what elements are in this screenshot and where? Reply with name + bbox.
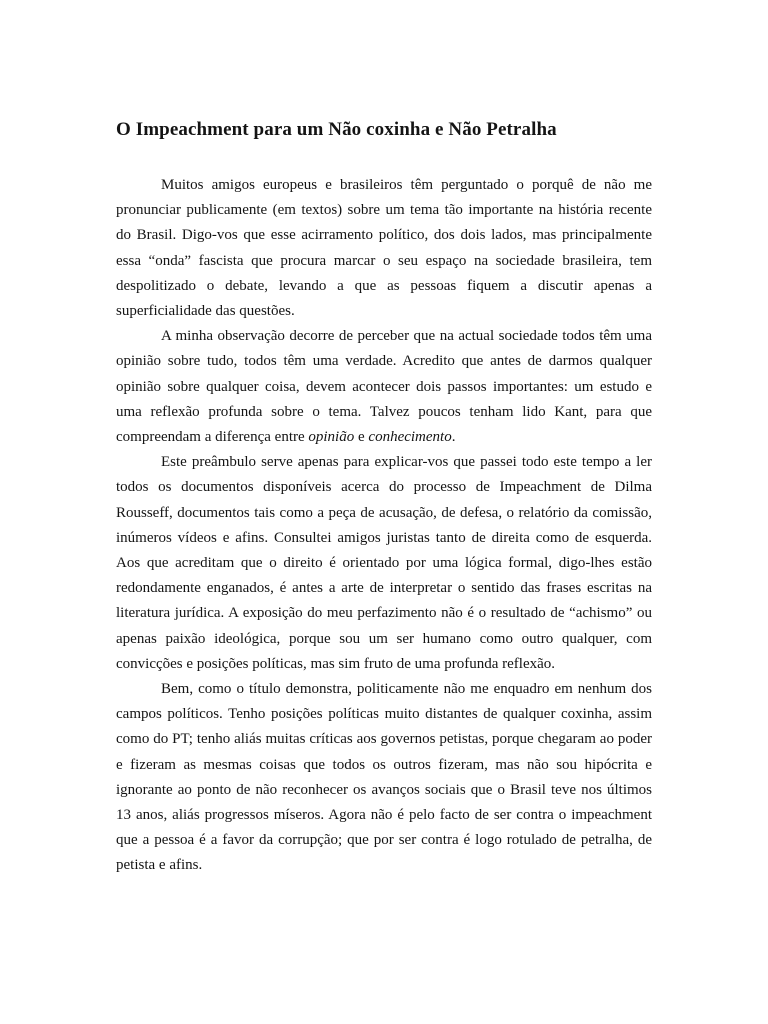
paragraph-text: Este preâmbulo serve apenas para explicar-vos que passei todo este tempo a ler todos os documentos disponíveis acerca do processo de Impeachment de Dilma Rousseff, documentos tais como a peça de acusação, de defesa, o relatório da comissão, inúmeros vídeos e afins. Consultei amigos juristas tanto de direita como de esquerda. Aos que acreditam que o direito é orientado por uma lógica formal, digo-lhes estão redondamente enganados, é antes a arte de interpretar o sentido das frases escritas na literatura jurídica. A exposição do meu perfazimento não é o resultado de “achismo” ou apenas paixão ideológica, porque sou um ser humano como outro qualquer, com convicções e posições políticas, mas sim fruto de uma profunda reflexão.	[116, 454, 652, 672]
paragraph	[116, 677, 652, 879]
paragraph	[116, 450, 652, 677]
paragraph-text: Muitos amigos europeus e brasileiros têm perguntado o porquê de não me pronunciar publicamente (em textos) sobre um tema tão importante na história recente do Brasil. Digo-vos que esse acirramento político, dos dois lados, mas principalmente essa “onda” fascista que procura marcar o seu espaço na sociedade brasileira, tem despolitizado o debate, levando a que as pessoas fiquem a discutir apenas a superficialidade das questões.	[116, 177, 652, 320]
paragraph	[116, 324, 652, 450]
paragraph	[116, 173, 652, 324]
paragraph-text: e	[354, 429, 369, 446]
document-title: O Impeachment para um Não coxinha e Não Petralha	[116, 119, 557, 140]
paragraph-text: .	[451, 429, 456, 446]
italic-term: conhecimento	[368, 429, 452, 446]
italic-term: opinião	[308, 429, 355, 446]
document-page	[116, 116, 652, 879]
paragraph-text: Bem, como o título demonstra, politicamente não me enquadro em nenhum dos campos políticos. Tenho posições políticas muito distantes de qualquer coxinha, assim como do PT; tenho aliás muitas críticas aos governos petistas, porque chegaram ao poder e fizeram as mesmas coisas que todos os outros fizeram, mas não sou hipócrita e ignorante ao ponto de não reconhecer os avanços sociais que o Brasil teve nos últimos 13 anos, aliás progressos míseros. Agora não é pelo facto de ser contra o impeachment que a pessoa é a favor da corrupção; que por ser contra é logo rotulado de petralha, de petista e afins.	[116, 681, 652, 874]
document-body	[116, 173, 652, 879]
paragraph-text: A minha observação decorre de perceber que na actual sociedade todos têm uma opinião sobre tudo, todos têm uma verdade. Acredito que antes de darmos qualquer opinião sobre qualquer coisa, devem acontecer dois passos importantes: um estudo e uma reflexão profunda sobre o tema. Talvez poucos tenham lido Kant, para que compreendam a diferença entre	[116, 328, 652, 446]
